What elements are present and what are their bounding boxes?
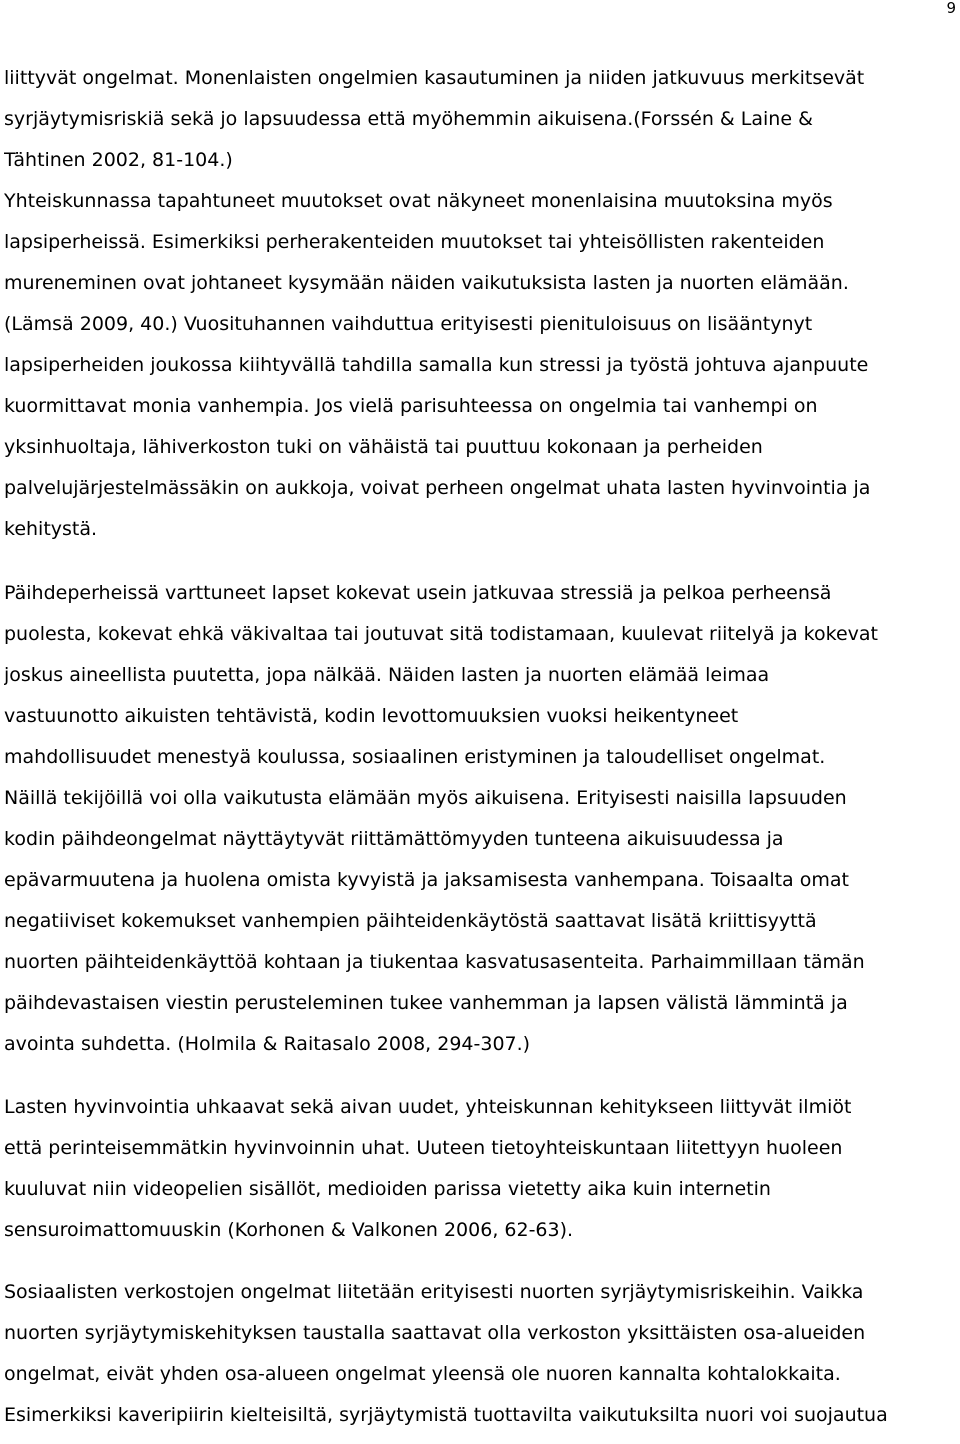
text-line: negatiiviset kokemukset vanhempien päihteidenkäytöstä saattavat lisätä kriittisyyttä [4,910,817,932]
text-line: epävarmuutena ja huolena omista kyvyistä ja jaksamisesta vanhempana. Toisaalta omat [4,869,849,891]
text-line: kodin päihdeongelmat näyttäytyvät riittämättömyyden tunteena aikuisuudessa ja [4,828,784,850]
paragraph-5 [4,1272,958,1436]
text-line: kuuluvat niin videopelien sisällöt, medioiden parissa vietetty aika kuin internetin [4,1178,771,1200]
paragraph-1 [4,58,958,181]
text-line: Tähtinen 2002, 81-104.) [4,149,233,171]
text-line: Lasten hyvinvointia uhkaavat sekä aivan uudet, yhteiskunnan kehitykseen liittyvät ilmiöt [4,1096,852,1118]
text-line: avointa suhdetta. (Holmila & Raitasalo 2008, 294-307.) [4,1033,531,1055]
text-line: lapsiperheissä. Esimerkiksi perherakenteiden muutokset tai yhteisöllisten rakenteiden [4,231,825,253]
text-line: että perinteisemmätkin hyvinvoinnin uhat. Uuteen tietoyhteiskuntaan liitettyyn huoleen [4,1137,843,1159]
text-line: puolesta, kokevat ehkä väkivaltaa tai joutuvat sitä todistamaan, kuulevat riitelyä ja kokevat [4,623,878,645]
paragraph-4 [4,1087,958,1251]
text-line: yksinhuoltaja, lähiverkoston tuki on vähäistä tai puuttuu kokonaan ja perheiden [4,436,763,458]
text-line: päihdevastaisen viestin perusteleminen tukee vanhemman ja lapsen välistä lämmintä ja [4,992,848,1014]
page-number: 9 [946,0,956,17]
text-line: mahdollisuudet menestyä koulussa, sosiaalinen eristyminen ja taloudelliset ongelmat. [4,746,826,768]
text-line: Sosiaalisten verkostojen ongelmat liitetään erityisesti nuorten syrjäytymisriskeihin. Vaikka [4,1281,864,1303]
text-line: lapsiperheiden joukossa kiihtyvällä tahdilla samalla kun stressi ja työstä johtuva ajanpuute [4,354,869,376]
paragraph-3 [4,573,958,1065]
text-line: Näillä tekijöillä voi olla vaikutusta elämään myös aikuisena. Erityisesti naisilla lapsuuden [4,787,847,809]
text-line: nuorten päihteidenkäyttöä kohtaan ja tiukentaa kasvatusasenteita. Parhaimmillaan tämän [4,951,865,973]
text-line: palvelujärjestelmässäkin on aukkoja, voivat perheen ongelmat uhata lasten hyvinvointia ja [4,477,871,499]
text-line: mureneminen ovat johtaneet kysymään näiden vaikutuksista lasten ja nuorten elämään. [4,272,849,294]
text-line: nuorten syrjäytymiskehityksen taustalla saattavat olla verkoston yksittäisten osa-alueiden [4,1322,866,1344]
text-line: (Lämsä 2009, 40.) Vuosituhannen vaihduttua erityisesti pienituloisuus on lisääntynyt [4,313,813,335]
text-line: ongelmat, eivät yhden osa-alueen ongelmat yleensä ole nuoren kannalta kohtalokkaita. [4,1363,841,1385]
text-line: syrjäytymisriskiä sekä jo lapsuudessa että myöhemmin aikuisena.(Forssén & Laine & [4,108,813,130]
text-line: Esimerkiksi kaveripiirin kielteisiltä, syrjäytymistä tuottavilta vaikutuksilta nuori voi suojautua [4,1404,888,1426]
text-line: sensuroimattomuuskin (Korhonen & Valkonen 2006, 62-63). [4,1219,574,1241]
text-line: joskus aineellista puutetta, jopa nälkää. Näiden lasten ja nuorten elämää leimaa [4,664,770,686]
text-line: kuormittavat monia vanhempia. Jos vielä parisuhteessa on ongelmia tai vanhempi on [4,395,818,417]
text-line: Päihdeperheissä varttuneet lapset kokevat usein jatkuvaa stressiä ja pelkoa perheensä [4,582,832,604]
text-line: vastuunotto aikuisten tehtävistä, kodin levottomuuksien vuoksi heikentyneet [4,705,739,727]
document-body [4,58,958,1436]
text-line: liittyvät ongelmat. Monenlaisten ongelmien kasautuminen ja niiden jatkuvuus merkitsevät [4,67,865,89]
paragraph-2 [4,181,958,550]
text-line: Yhteiskunnassa tapahtuneet muutokset ovat näkyneet monenlaisina muutoksina myös [4,190,833,212]
text-line: kehitystä. [4,518,98,540]
